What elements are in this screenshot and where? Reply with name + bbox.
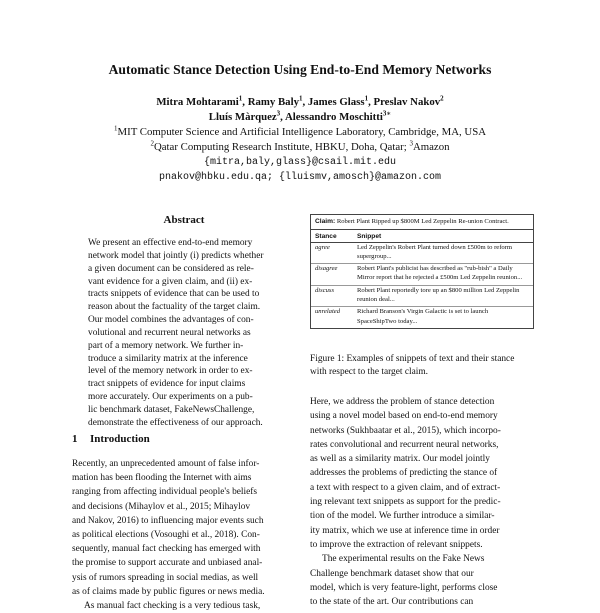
paper-title: Automatic Stance Detection Using End-to-End Memory Networks bbox=[108, 62, 492, 77]
body-line: ity matrix, which we use at inference time in order bbox=[310, 525, 500, 536]
author-line-2 bbox=[0, 110, 600, 125]
snippet-cell: Led Zeppelin's Robert Plant turned down £500m to reform supergroup... bbox=[357, 243, 513, 260]
abstract-line: network model that jointly (i) predicts whether bbox=[88, 250, 264, 261]
abstract-line: part of a memory network. We further in- bbox=[88, 340, 244, 351]
intro-line: sequently, manual fact checking has emerged with bbox=[72, 544, 261, 555]
affiliation-2 bbox=[0, 140, 600, 155]
abstract-line: tracts snippets of evidence that can be used to bbox=[88, 289, 260, 300]
section-number: 1 bbox=[72, 433, 78, 445]
table-row bbox=[311, 242, 533, 264]
abstract-line: lic benchmark dataset, FakeNewsChallenge, bbox=[88, 404, 255, 415]
intro-line: and decisions (Mihaylov et al., 2015; Mihaylov bbox=[72, 501, 251, 512]
figure-table-header bbox=[311, 230, 533, 241]
figure-caption: Figure 1: Examples of snippets of text and their stance with respect to the target claim. bbox=[310, 354, 515, 378]
paragraph bbox=[310, 552, 532, 609]
stance-cell: discuss bbox=[315, 286, 335, 294]
intro-line-text: As manual fact checking is a very tedious task, bbox=[84, 601, 261, 612]
body-line: addresses the problems of predicting the stance of bbox=[310, 468, 498, 479]
abstract-line: level of the memory network in order to ex- bbox=[88, 366, 253, 377]
table-row bbox=[311, 285, 533, 307]
intro-line bbox=[72, 599, 296, 613]
abstract-line: reason about the factuality of the target claim. bbox=[88, 302, 261, 313]
abstract-line: vant evidence for a given claim, and (ii) ex- bbox=[88, 276, 253, 287]
author-block bbox=[0, 95, 600, 185]
author-name: Mitra Mohtarami bbox=[156, 96, 239, 108]
author-affiliation-mark: 1 bbox=[364, 94, 369, 103]
column-header-snippet: Snippet bbox=[357, 233, 382, 241]
intro-line: and Nakov, 2016) to influencing major events such bbox=[72, 515, 264, 526]
abstract-line: Our model combines the advantages of con- bbox=[88, 315, 254, 326]
author-affiliation-mark: 3 bbox=[276, 109, 281, 118]
body-line: tion of the model. We further introduce a similar- bbox=[310, 511, 495, 522]
body-line: to the state of the art. Our contributions can bbox=[310, 597, 474, 608]
affiliation-mark: 1 bbox=[114, 124, 118, 133]
table-row bbox=[311, 263, 533, 285]
abstract-line: troduce a similarity matrix at the inference bbox=[88, 353, 248, 364]
body-line: model, which is very feature-light, performs close bbox=[310, 582, 498, 593]
intro-line: ysis of rumors spreading in social medias, as well bbox=[72, 572, 259, 583]
body-line: Challenge benchmark dataset show that our bbox=[310, 568, 474, 579]
stance-cell: agree bbox=[315, 243, 330, 251]
figure-claim bbox=[311, 215, 533, 230]
claim-text: Robert Plant Ripped up $800M Led Zeppelin Re-union Contract. bbox=[336, 218, 509, 225]
intro-line: Recently, an unprecedented amount of false infor- bbox=[72, 459, 260, 469]
affiliation-text: MIT Computer Science and Artificial Intelligence Laboratory, Cambridge, MA, USA bbox=[117, 126, 486, 138]
abstract-body bbox=[88, 237, 280, 430]
affiliation-1 bbox=[0, 125, 600, 140]
author-affiliation-mark: 1 bbox=[298, 94, 303, 103]
body-line: using a novel model based on end-to-end memory bbox=[310, 411, 498, 422]
abstract-line: a given document can be considered as rele- bbox=[88, 263, 254, 274]
intro-line: ranging from affecting individual people's beliefs bbox=[72, 487, 258, 498]
intro-line: as of claims made by public figures or news media. bbox=[72, 586, 265, 597]
stance-cell: disagree bbox=[315, 265, 338, 273]
author-affiliation-mark: 3∗ bbox=[382, 109, 392, 118]
intro-line: as political elections (Vosoughi et al., 2018). Con- bbox=[72, 530, 260, 541]
author-name: , Ramy Baly bbox=[242, 96, 299, 108]
section-heading-introduction bbox=[72, 433, 150, 445]
email-line-2: pnakov@hbku.edu.qa; {lluismv,amosch}@amazon.com bbox=[158, 172, 442, 183]
body-line: a text with respect to a given claim, and of extract- bbox=[310, 482, 501, 493]
body-line: as well as a similarity matrix. Our model jointly bbox=[310, 454, 490, 465]
right-column-body bbox=[310, 395, 532, 609]
table-row bbox=[311, 306, 533, 328]
body-line bbox=[310, 552, 532, 566]
abstract-line: more accurately. Our experiments on a pub- bbox=[88, 392, 253, 403]
author-name: Lluís Màrquez bbox=[208, 111, 277, 123]
body-line-text: The experimental results on the Fake News bbox=[322, 554, 485, 565]
snippet-cell: Robert Plant's publicist has described as "rub-bish" a Daily Mirror report that he rejected a £500m Led Zeppelin reunion... bbox=[357, 265, 523, 282]
abstract-line: We present an effective end-to-end memory bbox=[88, 238, 253, 248]
body-line: rates convolutional and recurrent neural networks, bbox=[310, 439, 499, 450]
author-name: , Alessandro Moschitti bbox=[280, 111, 383, 123]
affiliation-mark: 3 bbox=[409, 139, 413, 148]
column-header-stance: Stance bbox=[315, 233, 337, 241]
abstract-line: volutional and recurrent neural networks as bbox=[88, 327, 251, 338]
claim-label: Claim: bbox=[315, 218, 336, 225]
affiliation-mark: 2 bbox=[150, 139, 154, 148]
email-line-1: {mitra,baly,glass}@csail.mit.edu bbox=[203, 157, 397, 168]
section-title: Introduction bbox=[90, 433, 150, 445]
figure-1-table bbox=[310, 214, 534, 329]
affiliation-text: Qatar Computing Research Institute, HBKU, Doha, Qatar; bbox=[153, 141, 410, 153]
author-affiliation-mark: 2 bbox=[440, 94, 444, 103]
body-line: Here, we address the problem of stance detection bbox=[310, 397, 495, 407]
affiliation-text: Amazon bbox=[412, 141, 450, 153]
author-name: , James Glass bbox=[302, 96, 365, 108]
author-affiliation-mark: 1 bbox=[238, 94, 243, 103]
author-line-1 bbox=[0, 95, 600, 110]
intro-line: the promise to support accurate and unbiased anal- bbox=[72, 558, 263, 569]
author-name: , Preslav Nakov bbox=[368, 96, 441, 108]
abstract-heading: Abstract bbox=[163, 214, 205, 226]
stance-cell: unrelated bbox=[315, 308, 341, 316]
body-line: networks (Sukhbaatar et al., 2015), which incorpo- bbox=[310, 425, 501, 436]
abstract-line: tract snippets of evidence for input claims bbox=[88, 379, 246, 390]
body-line: ing relevant text snippets as support for the predic- bbox=[310, 497, 501, 508]
paragraph bbox=[310, 395, 532, 552]
snippet-cell: Robert Plant reportedly tore up an $800 million Led Zeppelin reunion deal... bbox=[357, 286, 520, 304]
intro-line: mation has been flooding the Internet with aims bbox=[72, 473, 252, 484]
body-line: to improve the extraction of relevant snippets. bbox=[310, 539, 483, 550]
snippet-cell: Richard Branson's Virgin Galactic is set to launch SpaceShipTwo today... bbox=[357, 308, 489, 325]
abstract-line: demonstrate the effectiveness of our approach. bbox=[88, 417, 263, 428]
introduction-body bbox=[72, 457, 296, 613]
